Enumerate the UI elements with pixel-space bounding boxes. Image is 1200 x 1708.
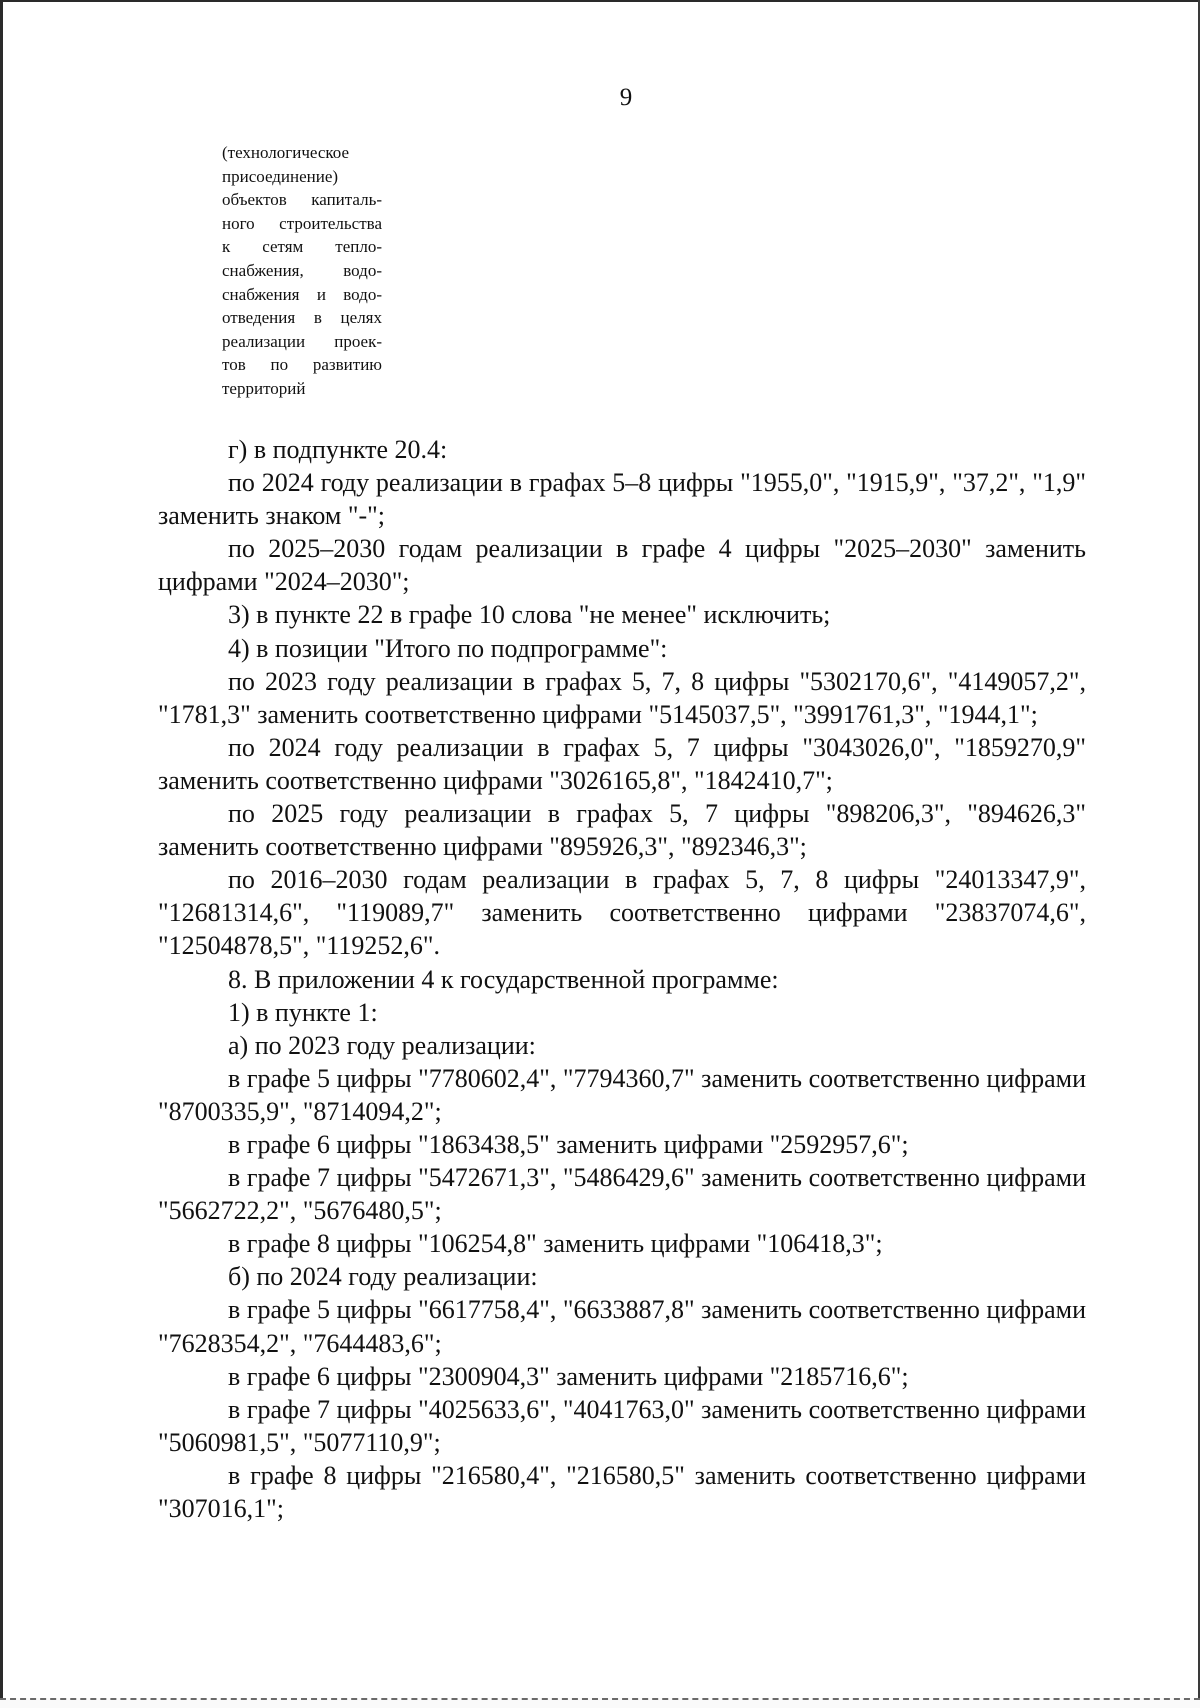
paragraph: в графе 7 цифры "4025633,6", "4041763,0" заменить соответственно цифрами "5060981,5", "5077110,9"; <box>158 1394 1086 1457</box>
paragraph: в графе 6 цифры "1863438,5" заменить цифрами "2592957,6"; <box>228 1129 909 1159</box>
table-cell-line: снабжения и водо- <box>222 284 382 304</box>
paragraph: по 2024 году реализации в графах 5–8 цифры "1955,0", "1915,9", "37,2", "1,9" заменить знаком "-"; <box>158 468 1086 531</box>
paragraph: в графе 7 цифры "5472671,3", "5486429,6" заменить соответственно цифрами "5662722,2", "5676480,5"; <box>158 1163 1086 1226</box>
paragraph: по 2023 году реализации в графах 5, 7, 8 цифры "5302170,6", "4149057,2", "1781,3" заменить соответственно цифрами "5145037,5", "3991761,3", "1944,1"; <box>158 666 1086 729</box>
page-number: 9 <box>619 84 633 111</box>
table-cell-line: объектов капиталь- <box>222 190 382 210</box>
table-cell-line: к сетям тепло- <box>222 237 382 257</box>
paragraph: г) в подпункте 20.4: <box>228 435 448 464</box>
paragraph: по 2025–2030 годам реализации в графе 4 цифры "2025–2030" заменить цифрами "2024–2030"; <box>158 534 1086 597</box>
table-cell-line: снабжения, водо- <box>222 260 382 280</box>
page-edge-left <box>0 0 3 1708</box>
paragraph: по 2025 году реализации в графах 5, 7 цифры "898206,3", "894626,3" заменить соответственно цифрами "895926,3", "892346,3"; <box>158 799 1086 862</box>
document-body <box>158 433 1086 1525</box>
paragraph: в графе 5 цифры "6617758,4", "6633887,8" заменить соответственно цифрами "7628354,2", "7644483,6"; <box>158 1295 1086 1358</box>
table-cell-line: реализации проек- <box>222 331 382 351</box>
paragraph: в графе 8 цифры "106254,8" заменить цифрами "106418,3"; <box>228 1229 883 1259</box>
paragraph: 8. В приложении 4 к государственной программе: <box>228 964 779 994</box>
paragraph: в графе 8 цифры "216580,4", "216580,5" заменить соответственно цифрами "307016,1"; <box>158 1460 1086 1523</box>
page-edge-top <box>0 0 1200 2</box>
paragraph: 3) в пункте 22 в графе 10 слова "не менее" исключить; <box>228 600 831 630</box>
table-cell-line: территорий <box>222 378 306 398</box>
table-cell-line: ного строительства <box>222 213 382 233</box>
paragraph: 4) в позиции "Итого по подпрограмме": <box>228 633 668 663</box>
table-cell-line: присоединение) <box>222 166 339 186</box>
paragraph: по 2024 году реализации в графах 5, 7 цифры "3043026,0", "1859270,9" заменить соответственно цифрами "3026165,8", "1842410,7"; <box>158 732 1086 795</box>
paragraph: в графе 6 цифры "2300904,3" заменить цифрами "2185716,6"; <box>228 1361 909 1391</box>
paragraph: по 2016–2030 годам реализации в графах 5, 7, 8 цифры "24013347,9", "12681314,6", "119089,7" заменить соответственно цифрами "23837074,6", "12504878,5", "119252,6". <box>158 865 1086 961</box>
page-edge-bottom <box>0 1698 1200 1708</box>
paragraph: 1) в пункте 1: <box>228 997 378 1027</box>
table-cell-line: отведения в целях <box>222 308 382 328</box>
table-cell-line: (технологическое <box>222 143 350 162</box>
table-cell-fragment <box>222 141 382 401</box>
paragraph: б) по 2024 году реализации: <box>228 1262 538 1292</box>
paragraph: а) по 2023 году реализации: <box>228 1030 536 1060</box>
table-cell-line: тов по развитию <box>222 355 382 375</box>
paragraph: в графе 5 цифры "7780602,4", "7794360,7" заменить соответственно цифрами "8700335,9", "8714094,2"; <box>158 1063 1086 1126</box>
